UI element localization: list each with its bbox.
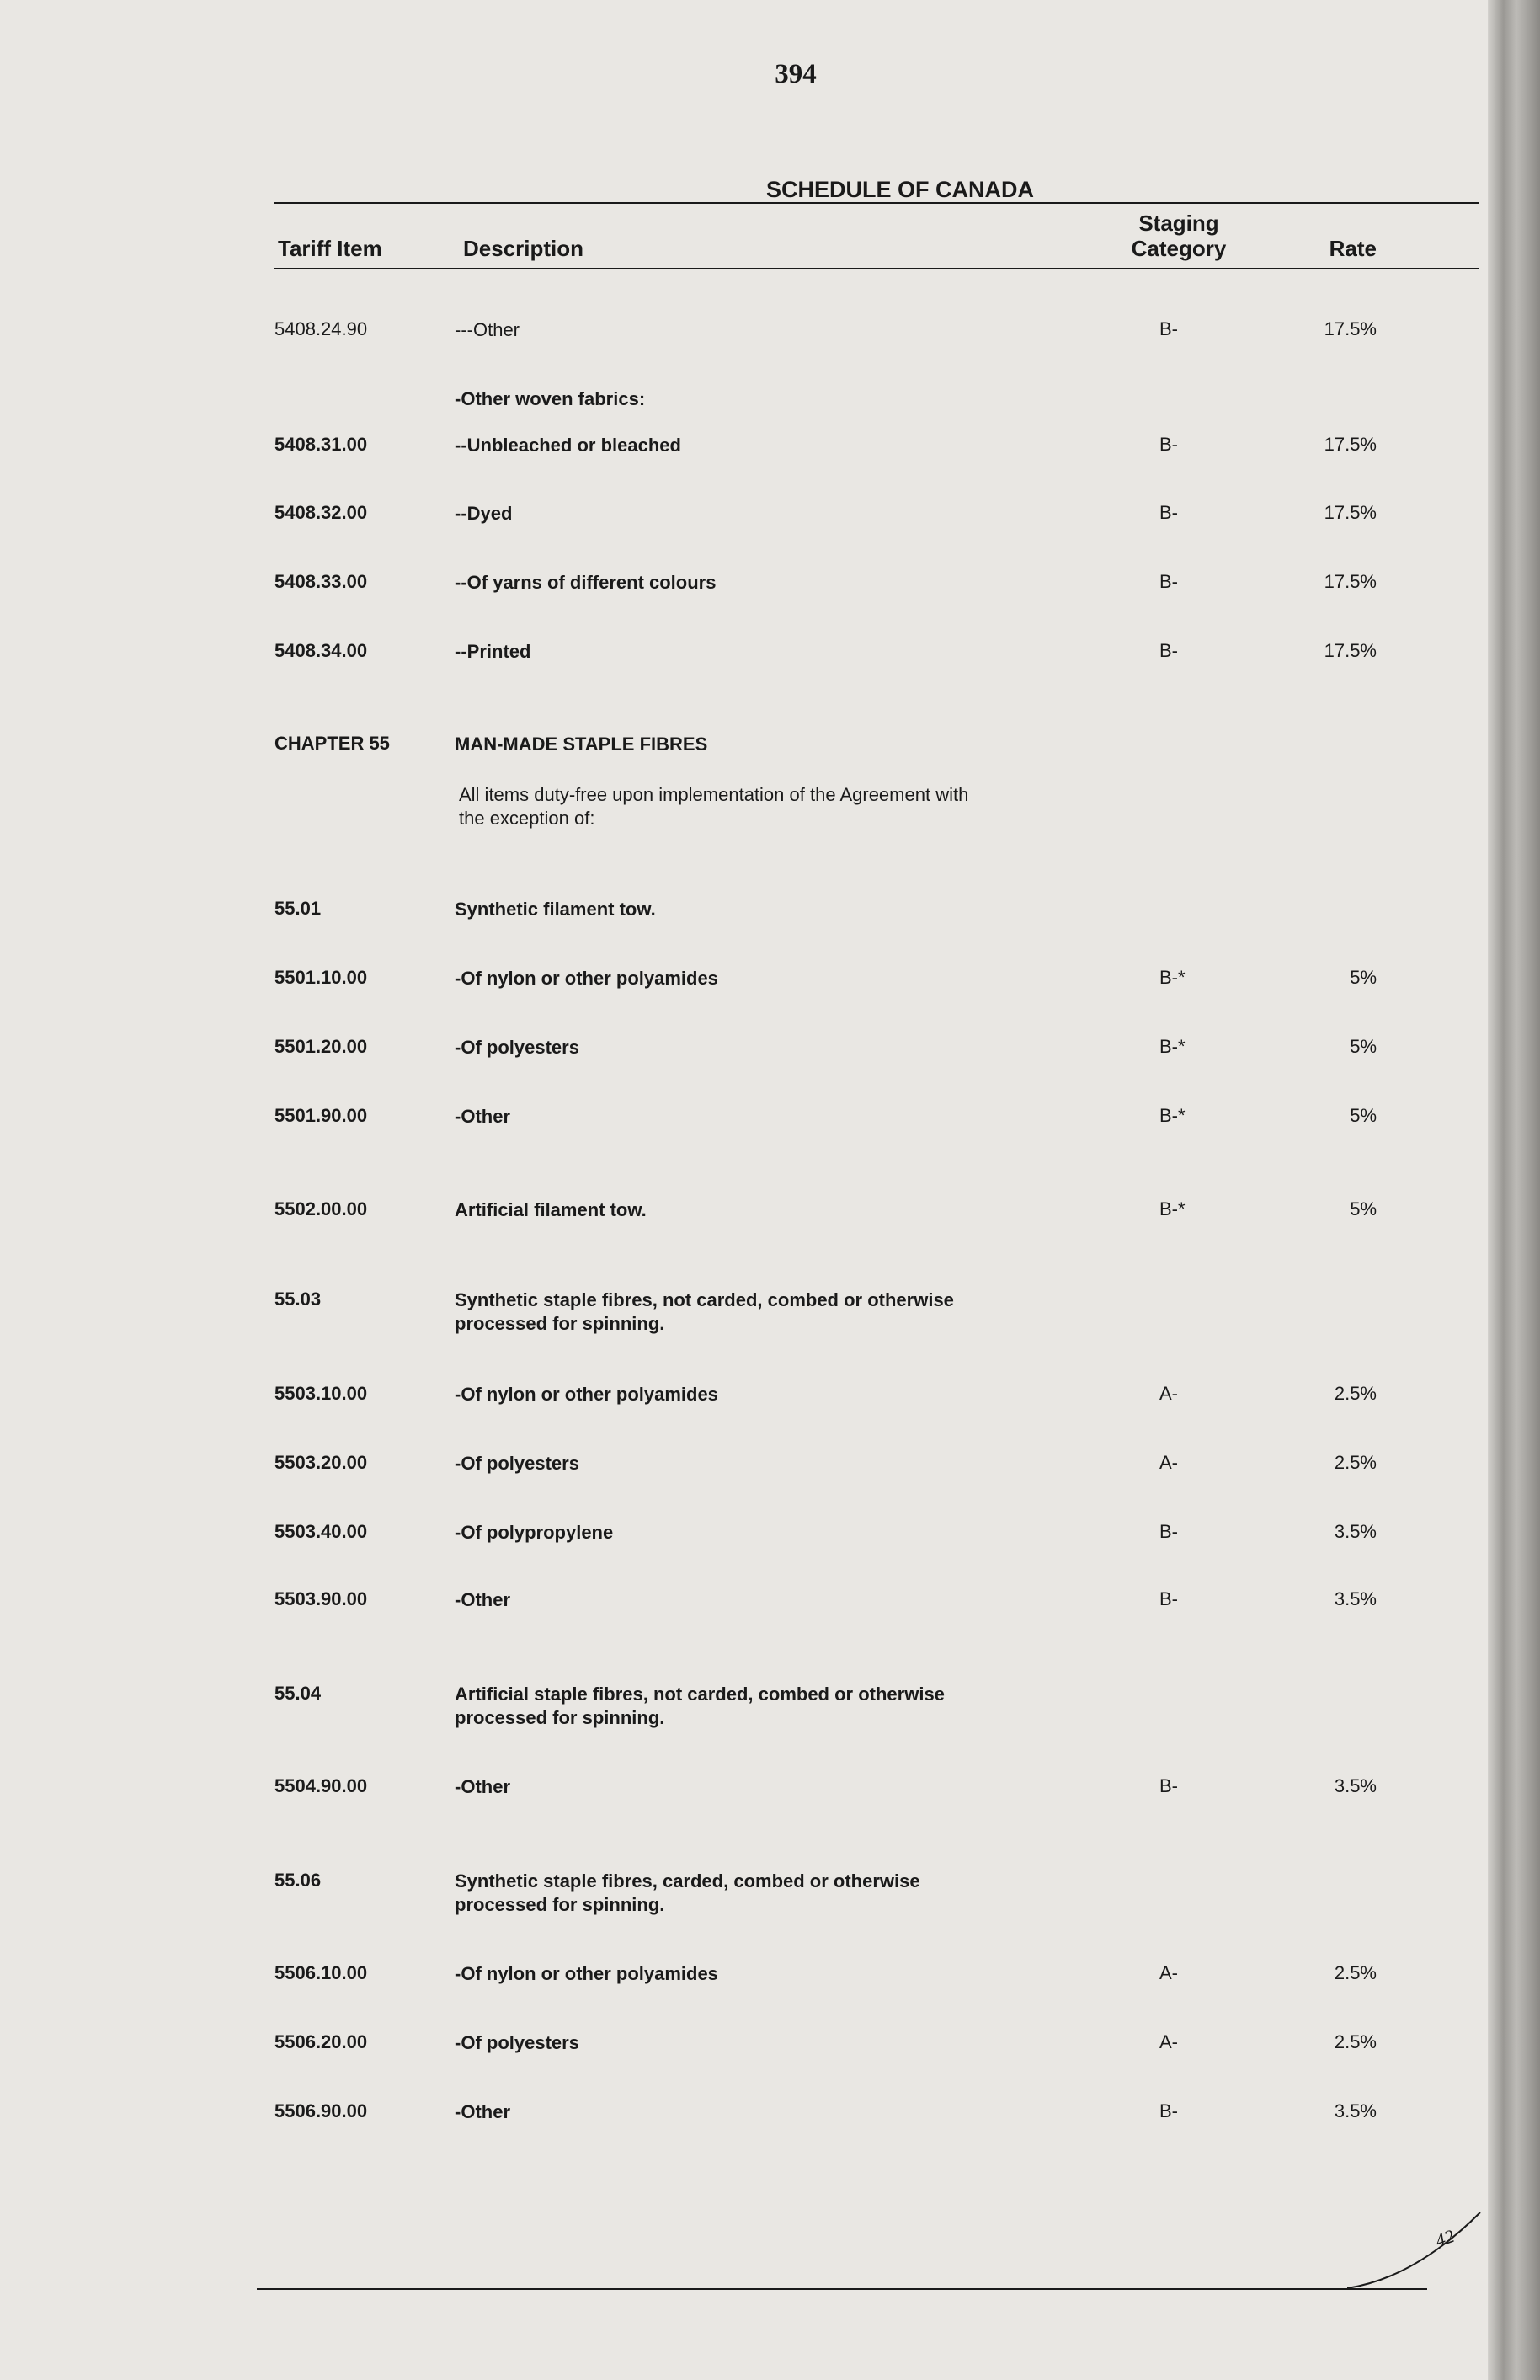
rate-value: 17.5% (1324, 640, 1377, 661)
heading-description: Synthetic staple fibres, carded, combed or otherwise processed for spinning. (455, 1870, 920, 1915)
rate-value: 2.5% (1334, 1452, 1377, 1473)
staging-category: B- (1159, 502, 1178, 523)
tariff-code: 5506.10.00 (274, 1962, 368, 1983)
heading-description: Synthetic staple fibres, not carded, combed or otherwise processed for spinning. (455, 1289, 954, 1334)
staging-category: B- (1159, 1588, 1178, 1609)
header-bottom-rule (274, 268, 1479, 269)
tariff-code: 5503.10.00 (274, 1383, 368, 1404)
row-description: --Dyed (455, 503, 513, 524)
col-header-tariff-item: Tariff Item (278, 236, 382, 261)
rate-value: 2.5% (1334, 1383, 1377, 1404)
heading-description: Artificial staple fibres, not carded, combed or otherwise processed for spinning. (455, 1684, 945, 1728)
col-header-staging-category (1111, 211, 1246, 261)
row-description: -Of polyesters (455, 1453, 579, 1474)
staging-category: B- (1159, 318, 1178, 339)
row-description: --Printed (455, 641, 531, 662)
chapter-title: MAN-MADE STAPLE FIBRES (455, 734, 708, 755)
tariff-code: 5501.10.00 (274, 967, 368, 988)
page-edge-shadow (1488, 0, 1540, 2380)
staging-category: A- (1159, 1452, 1178, 1473)
tariff-code: 5503.20.00 (274, 1452, 368, 1473)
tariff-code: 5501.20.00 (274, 1036, 368, 1057)
col-header-description: Description (463, 236, 584, 261)
col-header-rate: Rate (1329, 236, 1377, 261)
rate-value: 3.5% (1334, 2100, 1377, 2121)
rate-value: 5% (1350, 1036, 1377, 1057)
schedule-title: SCHEDULE OF CANADA (766, 177, 1035, 202)
rate-value: 3.5% (1334, 1521, 1377, 1542)
staging-category: B-* (1159, 1198, 1186, 1219)
row-description: -Of polyesters (455, 1037, 579, 1058)
rate-value: 5% (1350, 1105, 1377, 1126)
tariff-code: 5408.33.00 (274, 571, 368, 592)
tariff-code: 5408.24.90 (274, 318, 368, 339)
footer-swoosh (1347, 2211, 1482, 2295)
margin-mark: 42 (1432, 2225, 1457, 2252)
staging-category: A- (1159, 2031, 1178, 2052)
row-description: -Of nylon or other polyamides (455, 1384, 718, 1405)
staging-category: A- (1159, 1383, 1178, 1404)
rate-value: 17.5% (1324, 502, 1377, 523)
row-description: -Of nylon or other polyamides (455, 968, 718, 989)
staging-category: B- (1159, 434, 1178, 455)
rate-value: 2.5% (1334, 1962, 1377, 1983)
tariff-code: 5506.90.00 (274, 2100, 368, 2121)
row-description: -Of polyesters (455, 2032, 579, 2053)
heading-description: Synthetic filament tow. (455, 899, 656, 920)
tariff-code: 5501.90.00 (274, 1105, 368, 1126)
rate-value: 17.5% (1324, 434, 1377, 455)
rate-value: 2.5% (1334, 2031, 1377, 2052)
heading-code: 55.06 (274, 1870, 322, 1891)
footer-rule (257, 2288, 1427, 2290)
row-description: --Of yarns of different colours (455, 572, 717, 593)
rate-value: 3.5% (1334, 1775, 1377, 1796)
chapter-label: CHAPTER 55 (274, 733, 390, 754)
row-description: -Of nylon or other polyamides (455, 1963, 718, 1984)
row-description: -Other (455, 1589, 510, 1610)
rate-value: 3.5% (1334, 1588, 1377, 1609)
staging-line-1: Staging (1138, 211, 1219, 236)
tariff-code: 5503.40.00 (274, 1521, 368, 1542)
staging-category: B-* (1159, 1036, 1186, 1057)
tariff-code: 5503.90.00 (274, 1588, 368, 1609)
row-description: --Unbleached or bleached (455, 435, 681, 456)
tariff-code: 5408.34.00 (274, 640, 368, 661)
heading-code: 55.04 (274, 1683, 322, 1704)
rate-value: 17.5% (1324, 571, 1377, 592)
staging-line-2: Category (1131, 236, 1227, 261)
staging-category: B-* (1159, 967, 1186, 988)
heading-code: 55.03 (274, 1289, 322, 1310)
staging-category: B- (1159, 2100, 1178, 2121)
heading-code: 55.01 (274, 898, 322, 919)
chapter-note: All items duty-free upon implementation of the Agreement with the exception of: (459, 784, 969, 829)
row-description: Artificial filament tow. (455, 1199, 647, 1220)
staging-category: A- (1159, 1962, 1178, 1983)
staging-category: B- (1159, 1775, 1178, 1796)
staging-category: B- (1159, 571, 1178, 592)
rate-value: 5% (1350, 967, 1377, 988)
tariff-code: 5504.90.00 (274, 1775, 368, 1796)
rate-value: 17.5% (1324, 318, 1377, 339)
rate-value: 5% (1350, 1198, 1377, 1219)
tariff-code: 5408.31.00 (274, 434, 368, 455)
row-description: ---Other (455, 319, 520, 340)
header-top-rule (274, 202, 1479, 204)
row-description: -Other (455, 2101, 510, 2122)
row-description: -Other (455, 1106, 510, 1127)
page-number: 394 (775, 59, 817, 89)
tariff-code: 5506.20.00 (274, 2031, 368, 2052)
staging-category: B- (1159, 1521, 1178, 1542)
staging-category: B- (1159, 640, 1178, 661)
tariff-code: 5408.32.00 (274, 502, 368, 523)
staging-category: B-* (1159, 1105, 1186, 1126)
row-description: -Of polypropylene (455, 1522, 614, 1543)
tariff-code: 5502.00.00 (274, 1198, 368, 1219)
row-description: -Other (455, 1776, 510, 1797)
row-description: -Other woven fabrics: (455, 388, 646, 409)
